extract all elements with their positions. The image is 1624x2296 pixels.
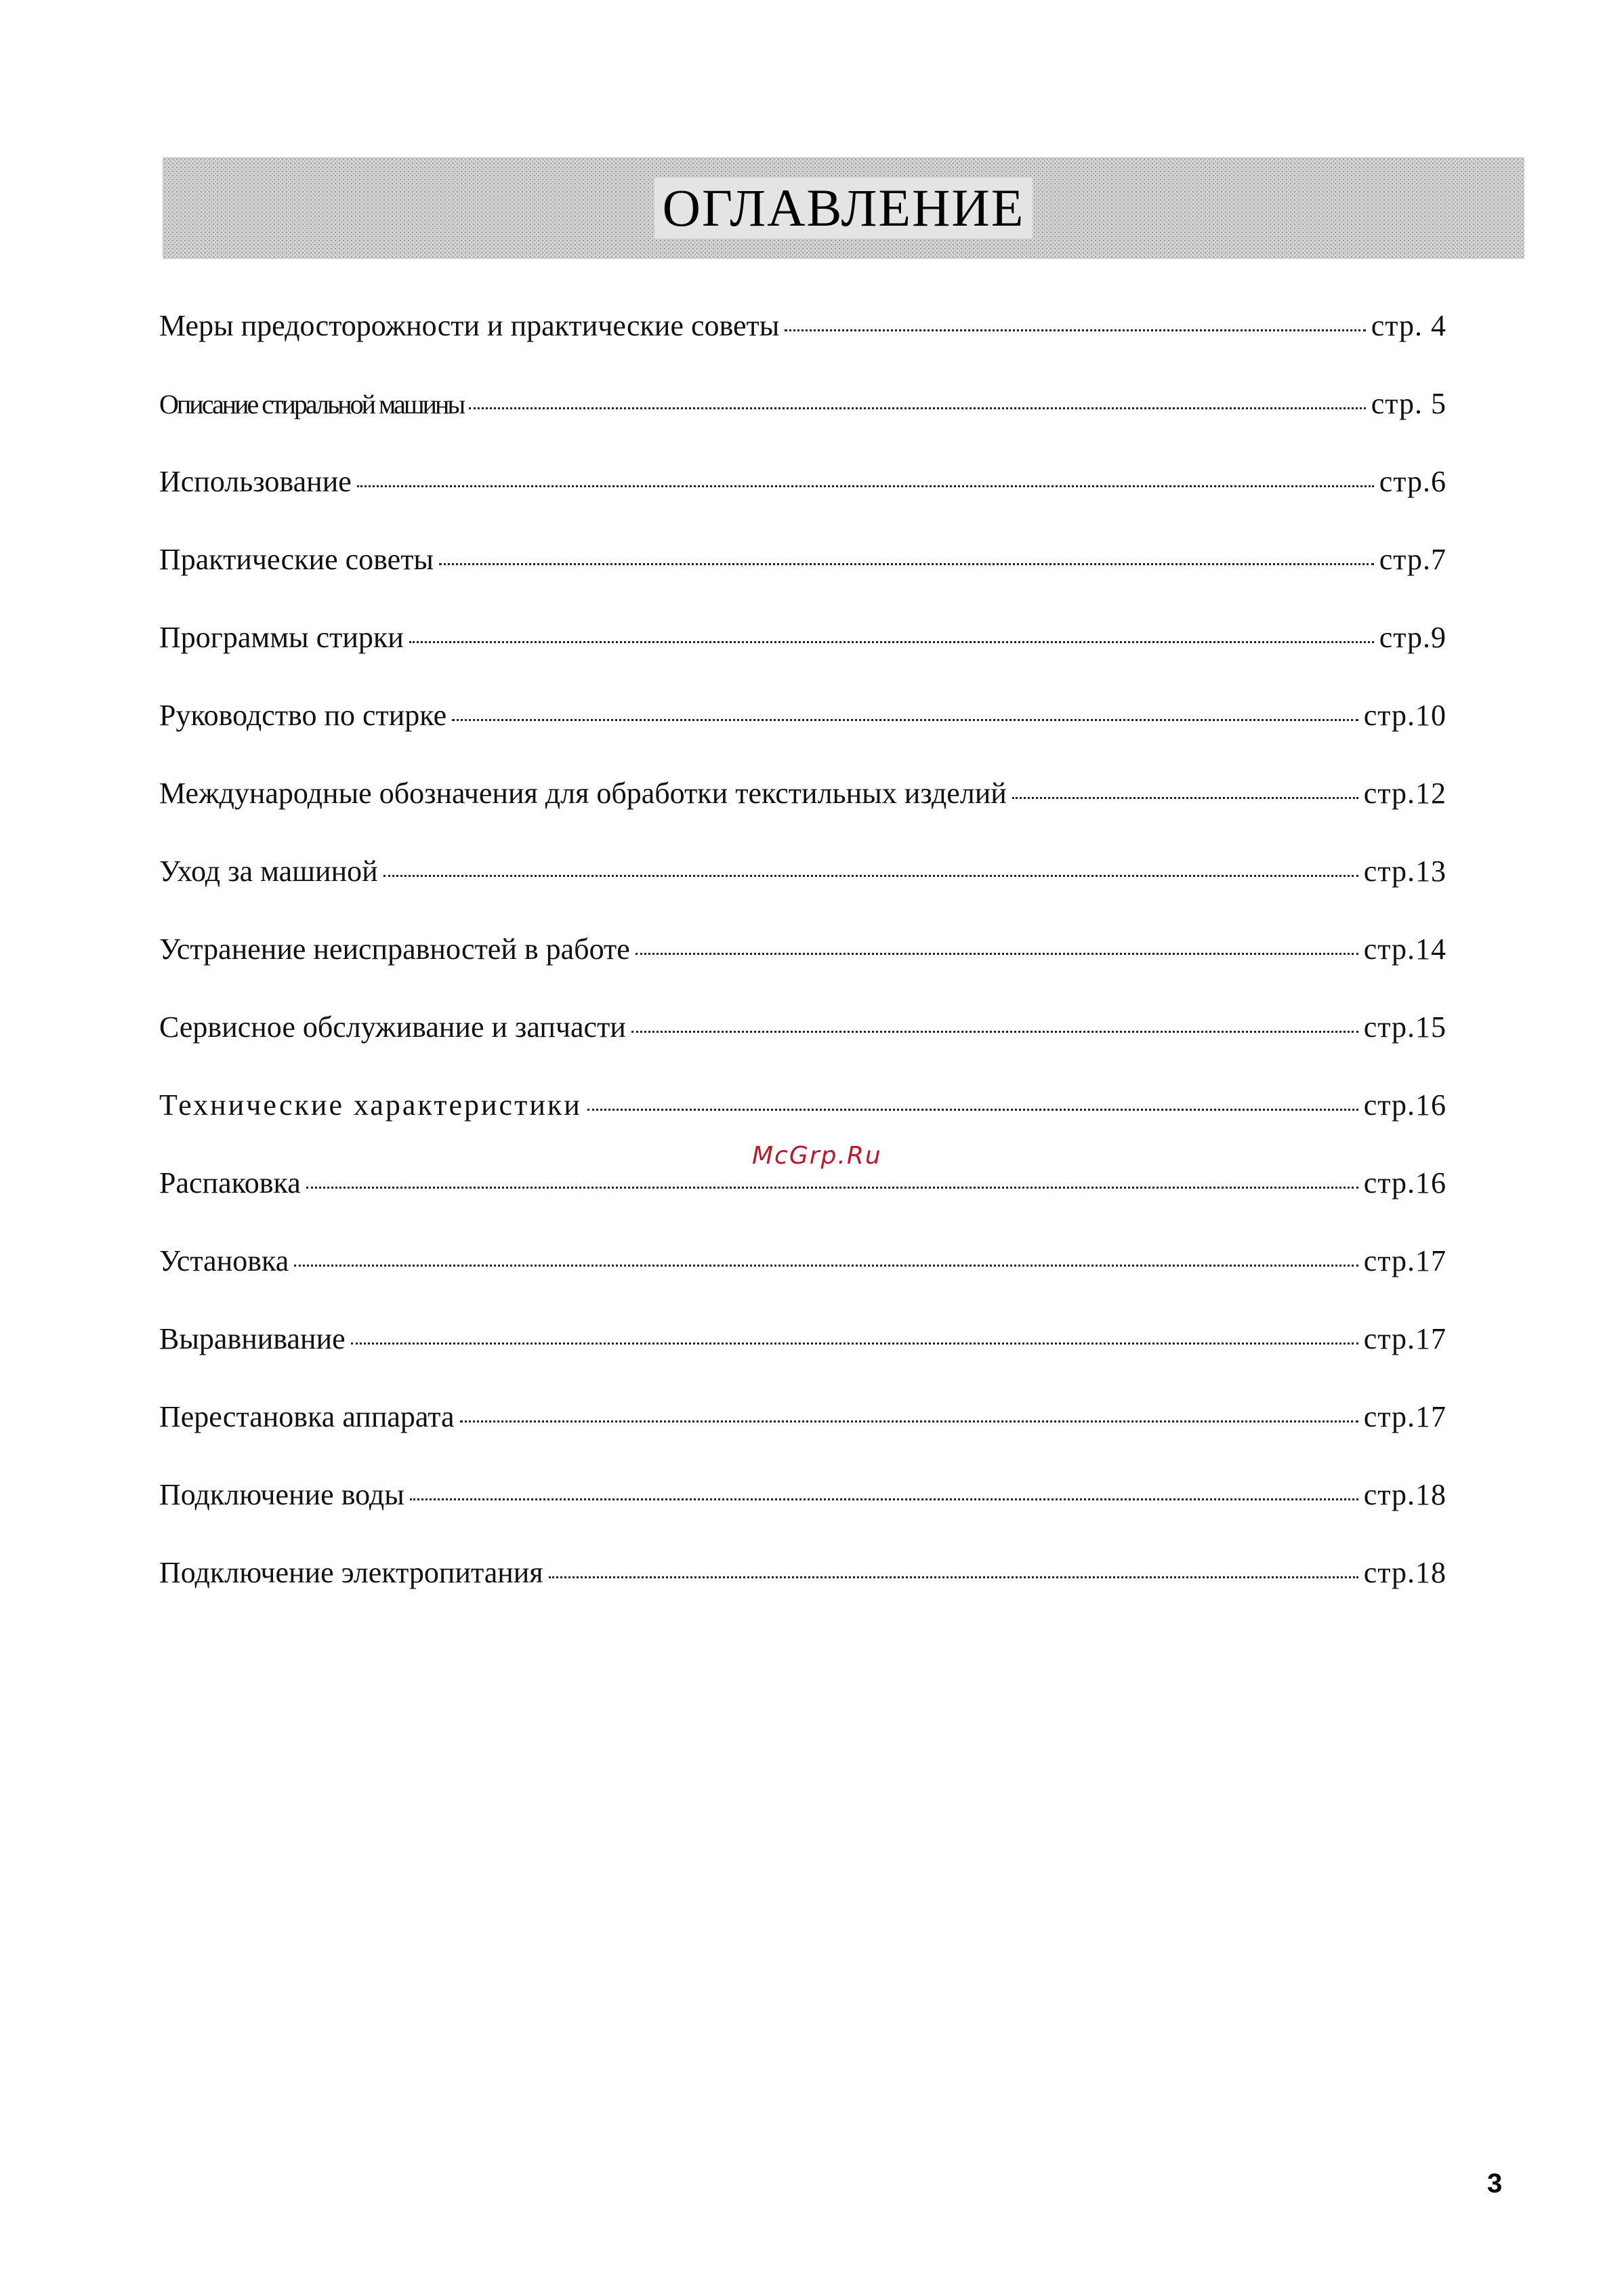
toc-entry[interactable] [159, 1166, 1446, 1244]
toc-dot-leader [1012, 797, 1358, 799]
toc-entry-label: Международные обозначения для обработки текстильных изделий [159, 777, 1007, 810]
toc-entry-page: стр.13 [1363, 855, 1446, 888]
toc-dot-leader [452, 719, 1358, 721]
toc-entry-label: Программы стирки [159, 621, 404, 654]
toc-entry-label: Практические советы [159, 543, 434, 576]
toc-entry[interactable] [159, 932, 1446, 1010]
toc-entry[interactable] [159, 308, 1446, 386]
toc-entry[interactable] [159, 854, 1446, 932]
toc-entry[interactable] [159, 620, 1446, 698]
toc-dot-leader [460, 1420, 1358, 1422]
toc-entry[interactable] [159, 1399, 1446, 1477]
toc-entry-page: стр.12 [1363, 777, 1446, 810]
toc-dot-leader [785, 329, 1365, 331]
toc-entry[interactable] [159, 386, 1446, 464]
toc-entry-page: стр.16 [1363, 1088, 1446, 1122]
toc-entry-label: Подключение электропитания [159, 1556, 543, 1589]
toc-dot-leader [410, 1498, 1358, 1500]
toc-entry-label: Руководство по стирке [159, 699, 447, 732]
toc-entry-label: Сервисное обслуживание и запчасти [159, 1010, 626, 1044]
toc-entry[interactable] [159, 698, 1446, 776]
toc-entry-page: стр.16 [1363, 1166, 1446, 1200]
watermark-text: McGrp.Ru [752, 1142, 882, 1170]
toc-entry[interactable] [159, 1244, 1446, 1321]
toc-entry-page: стр.15 [1363, 1010, 1446, 1044]
toc-entry-label: Технические характеристики [159, 1088, 582, 1122]
toc-entry-page: стр.9 [1379, 621, 1446, 654]
toc-entry-label: Использование [159, 465, 352, 498]
toc-dot-leader [383, 875, 1358, 877]
toc-dot-leader [636, 953, 1358, 955]
toc-dot-leader [294, 1265, 1358, 1267]
toc-entry-label: Распаковка [159, 1166, 301, 1200]
toc-entry-label: Описание стиральной машины [159, 389, 464, 419]
toc-dot-leader [357, 485, 1374, 487]
toc-entry-page: стр.7 [1379, 543, 1446, 576]
toc-entry-label: Перестановка аппарата [159, 1400, 455, 1433]
toc-dot-leader [351, 1342, 1358, 1345]
toc-dot-leader [469, 407, 1365, 409]
toc-dot-leader [549, 1576, 1358, 1578]
toc-entry[interactable] [159, 1010, 1446, 1088]
toc-entry-label: Устранение неисправностей в работе [159, 932, 630, 966]
table-of-contents [159, 308, 1446, 1633]
toc-entry-page: стр.6 [1379, 465, 1446, 498]
toc-dot-leader [439, 563, 1374, 565]
page-title-text: ОГЛАВЛЕНИЕ [654, 178, 1033, 239]
toc-entry-page: стр. 4 [1371, 309, 1446, 342]
toc-dot-leader [409, 641, 1374, 643]
toc-entry-label: Уход за машиной [159, 855, 378, 888]
toc-entry-page: стр.17 [1363, 1400, 1446, 1433]
toc-entry-page: стр.10 [1363, 699, 1446, 732]
toc-entry[interactable] [159, 1477, 1446, 1555]
toc-entry-page: стр.18 [1363, 1556, 1446, 1589]
toc-entry[interactable] [159, 464, 1446, 542]
toc-entry[interactable] [159, 776, 1446, 854]
toc-entry[interactable] [159, 542, 1446, 620]
toc-entry-page: стр.18 [1363, 1478, 1446, 1511]
toc-entry-label: Выравнивание [159, 1322, 346, 1355]
toc-entry-label: Установка [159, 1244, 289, 1277]
toc-entry-page: стр. 5 [1371, 387, 1446, 420]
page-title [163, 157, 1524, 259]
toc-dot-leader [306, 1187, 1358, 1189]
toc-dot-leader [631, 1031, 1358, 1033]
toc-entry[interactable] [159, 1321, 1446, 1399]
toc-dot-leader [587, 1109, 1358, 1111]
toc-entry-page: стр.17 [1363, 1322, 1446, 1355]
toc-entry-page: стр.17 [1363, 1244, 1446, 1277]
toc-entry[interactable] [159, 1555, 1446, 1633]
toc-entry-label: Подключение воды [159, 1478, 404, 1511]
toc-entry-page: стр.14 [1363, 932, 1446, 966]
page-number: 3 [1487, 2169, 1503, 2198]
toc-entry-label: Меры предосторожности и практические советы [159, 309, 780, 342]
